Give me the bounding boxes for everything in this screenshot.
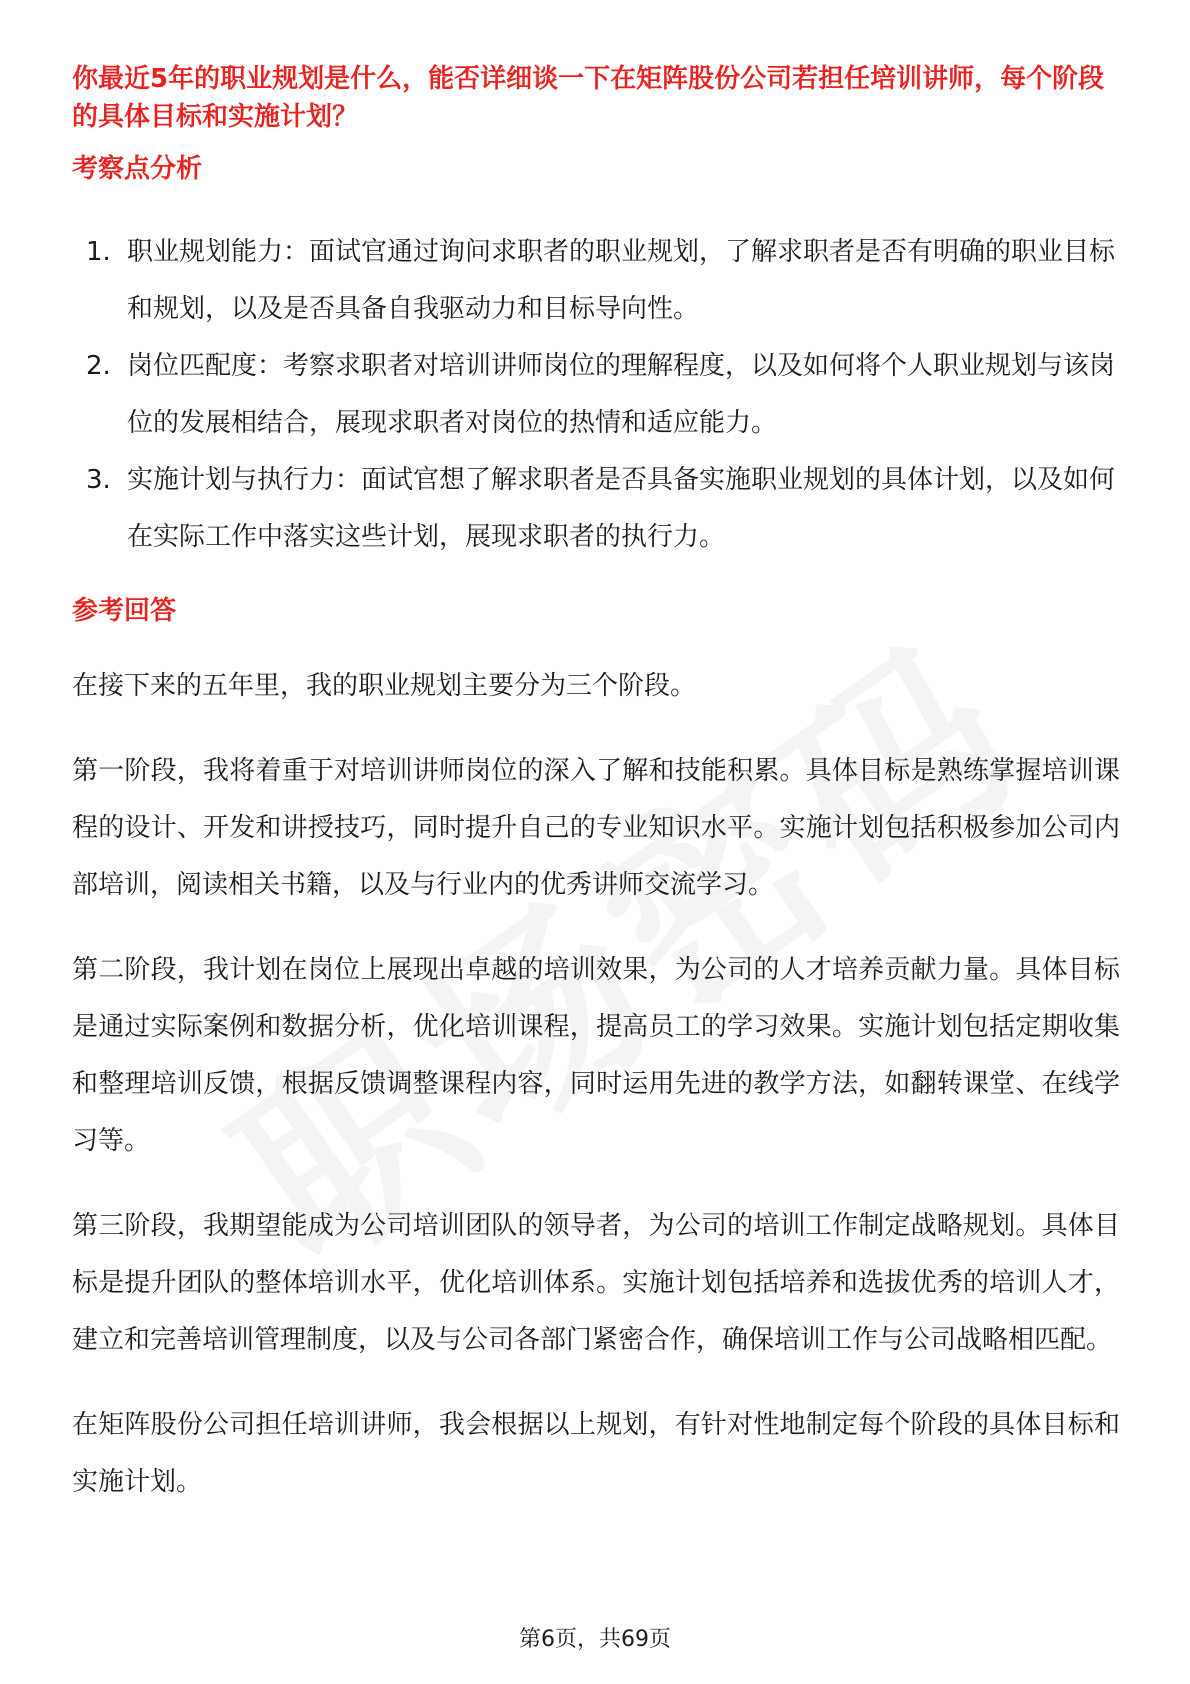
answer-paragraph: 在矩阵股份公司担任培训讲师，我会根据以上规划，有针对性地制定每个阶段的具体目标和实施计划。 <box>72 1410 1120 1497</box>
list-number: 1. <box>86 237 111 267</box>
analysis-item <box>72 452 1120 566</box>
answer-title: 参考回答 <box>72 596 177 626</box>
list-number: 3. <box>86 465 111 495</box>
analysis-list <box>72 224 1120 566</box>
list-number: 2. <box>86 351 111 381</box>
analysis-item <box>72 224 1120 338</box>
analysis-item-text: 实施计划与执行力：面试官想了解求职者是否具备实施职业规划的具体计划，以及如何在实际工作中落实这些计划，展现求职者的执行力。 <box>127 465 1116 552</box>
question-heading: 你最近5年的职业规划是什么，能否详细谈一下在矩阵股份公司若担任培训讲师，每个阶段的具体目标和实施计划？ <box>72 64 1105 132</box>
analysis-item <box>72 338 1120 452</box>
analysis-item-text: 职业规划能力：面试官通过询问求职者的职业规划，了解求职者是否有明确的职业目标和规划，以及是否具备自我驱动力和目标导向性。 <box>127 237 1116 324</box>
page-content <box>72 60 1120 1511</box>
answer-paragraph: 第二阶段，我计划在岗位上展现出卓越的培训效果，为公司的人才培养贡献力量。具体目标是通过实际案例和数据分析，优化培训课程，提高员工的学习效果。实施计划包括定期收集和整理培训反馈，根据反馈调整课程内容，同时运用先进的教学方法，如翻转课堂、在线学习等。 <box>72 955 1120 1156</box>
analysis-title: 考察点分析 <box>72 154 203 184</box>
answer-paragraph: 在接下来的五年里，我的职业规划主要分为三个阶段。 <box>72 671 697 701</box>
page-number: 第6页，共69页 <box>519 1627 671 1652</box>
answer-paragraph: 第一阶段，我将着重于对培训讲师岗位的深入了解和技能积累。具体目标是熟练掌握培训课程的设计、开发和讲授技巧，同时提升自己的专业知识水平。实施计划包括积极参加公司内部培训，阅读相关书籍，以及与行业内的优秀讲师交流学习。 <box>72 756 1120 900</box>
answer-paragraph: 第三阶段，我期望能成为公司培训团队的领导者，为公司的培训工作制定战略规划。具体目标是提升团队的整体培训水平，优化培训体系。实施计划包括培养和选拔优秀的培训人才，建立和完善培训管理制度，以及与公司各部门紧密合作，确保培训工作与公司战略相匹配。 <box>72 1211 1120 1355</box>
analysis-item-text: 岗位匹配度：考察求职者对培训讲师岗位的理解程度，以及如何将个人职业规划与该岗位的发展相结合，展现求职者对岗位的热情和适应能力。 <box>127 351 1116 438</box>
